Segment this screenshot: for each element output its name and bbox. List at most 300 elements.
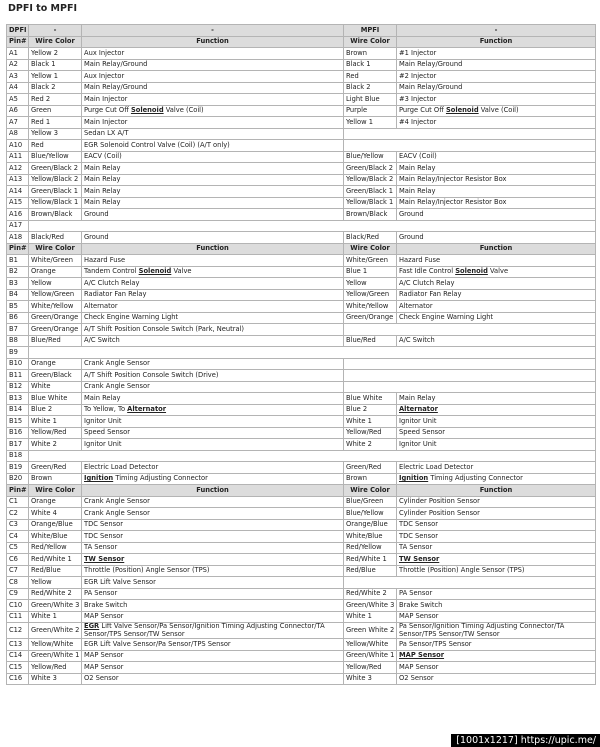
dpfi-wire-color: White/Green — [29, 255, 82, 267]
pin-row — [7, 600, 596, 612]
pin-number: B12 — [7, 381, 29, 393]
empty-cell — [29, 450, 596, 462]
pin-number: A13 — [7, 174, 29, 186]
pin-row — [7, 220, 596, 232]
mpfi-function: Cylinder Position Sensor — [397, 496, 596, 508]
dpfi-function-header: Function — [82, 485, 344, 497]
pin-row — [7, 427, 596, 439]
dpfi-function-header: Function — [82, 243, 344, 255]
pin-row — [7, 462, 596, 474]
mpfi-function: Main Relay — [397, 163, 596, 175]
mpfi-wire-color: Blue 1 — [344, 266, 397, 278]
mpfi-wire-color: Yellow/White — [344, 639, 397, 651]
pin-number: B9 — [7, 347, 29, 359]
mpfi-wire-color: Red/White 1 — [344, 554, 397, 566]
pin-row — [7, 71, 596, 83]
mpfi-wire-color: Brown/Black — [344, 209, 397, 221]
pin-row — [7, 554, 596, 566]
pin-number: B4 — [7, 289, 29, 301]
dpfi-wire-color: White 1 — [29, 611, 82, 623]
pin-row — [7, 358, 596, 370]
pin-row — [7, 508, 596, 520]
dpfi-function: EGR Lift Valve Sensor — [82, 577, 344, 589]
mpfi-wire-color: Red/Blue — [344, 565, 397, 577]
mpfi-wire-color: Brown — [344, 48, 397, 60]
dpfi-wire-color: Red 1 — [29, 117, 82, 129]
pin-number: C2 — [7, 508, 29, 520]
pin-number: A8 — [7, 128, 29, 140]
mpfi-function-header: Function — [397, 243, 596, 255]
mpfi-function: TA Sensor — [397, 542, 596, 554]
mpfi-wire-color: Black/Red — [344, 232, 397, 244]
dpfi-function — [82, 105, 344, 117]
mpfi-wire-color: Brown — [344, 473, 397, 485]
pin-header: Pin# — [7, 36, 29, 48]
mpfi-wire-color: White 1 — [344, 611, 397, 623]
mpfi-wire-color: Blue/Red — [344, 335, 397, 347]
mpfi-function: Radiator Fan Relay — [397, 289, 596, 301]
dpfi-wire-color-header: Wire Color — [29, 485, 82, 497]
dpfi-function: TA Sensor — [82, 542, 344, 554]
mpfi-wire-color: Yellow 1 — [344, 117, 397, 129]
mpfi-empty-cell — [344, 324, 596, 336]
mpfi-function: #4 Injector — [397, 117, 596, 129]
pin-number: B18 — [7, 450, 29, 462]
pin-row — [7, 496, 596, 508]
pin-number: A10 — [7, 140, 29, 152]
header-dash-1: - — [29, 25, 82, 37]
pin-row — [7, 209, 596, 221]
dpfi-wire-color: Green/White 1 — [29, 650, 82, 662]
dpfi-wire-color: Yellow — [29, 278, 82, 290]
pin-row — [7, 94, 596, 106]
dpfi-wire-color: Orange/Blue — [29, 519, 82, 531]
pin-row — [7, 404, 596, 416]
pin-row — [7, 662, 596, 674]
dpfi-function — [82, 554, 344, 566]
mpfi-wire-color: White/Yellow — [344, 301, 397, 313]
mpfi-wire-color: White 1 — [344, 416, 397, 428]
image-host-footer: [1001x1217] https://upic.me/ — [451, 734, 600, 747]
pin-number: B6 — [7, 312, 29, 324]
mpfi-function: Ground — [397, 209, 596, 221]
pin-number: C11 — [7, 611, 29, 623]
dpfi-function: Electric Load Detector — [82, 462, 344, 474]
pin-row — [7, 197, 596, 209]
pin-number: C1 — [7, 496, 29, 508]
function-text: Purge Cut Off — [84, 106, 131, 114]
mpfi-wire-color: Light Blue — [344, 94, 397, 106]
emphasized-term: EGR — [84, 622, 100, 630]
dpfi-function: Ground — [82, 209, 344, 221]
pin-number: A5 — [7, 94, 29, 106]
dpfi-function: Hazard Fuse — [82, 255, 344, 267]
column-header-row — [7, 36, 596, 48]
dpfi-function: Main Relay — [82, 174, 344, 186]
mpfi-wire-color: Green/White 3 — [344, 600, 397, 612]
dpfi-wire-color: Green/Orange — [29, 312, 82, 324]
mpfi-function: MAP Sensor — [397, 662, 596, 674]
emphasized-term: Solenoid — [138, 267, 172, 275]
pin-row — [7, 639, 596, 651]
mpfi-function: A/C Switch — [397, 335, 596, 347]
dpfi-function — [82, 473, 344, 485]
pinout-table-container — [6, 24, 595, 685]
mpfi-wire-color: Orange/Blue — [344, 519, 397, 531]
mpfi-function: Pa Sensor/Ignition Timing Adjusting Connector/TA Sensor/TPS Sensor/TW Sensor — [397, 623, 596, 639]
pin-number: A14 — [7, 186, 29, 198]
mpfi-function: #1 Injector — [397, 48, 596, 60]
pin-row — [7, 370, 596, 382]
mpfi-wire-color: Yellow/Red — [344, 427, 397, 439]
pin-number: A11 — [7, 151, 29, 163]
function-text: Timing Adjusting Connector — [428, 474, 523, 482]
pin-number: C13 — [7, 639, 29, 651]
mpfi-wire-color-header: Wire Color — [344, 243, 397, 255]
pin-row — [7, 312, 596, 324]
mpfi-wire-color: Yellow/Green — [344, 289, 397, 301]
mpfi-function: Cylinder Position Sensor — [397, 508, 596, 520]
dpfi-wire-color: Yellow/White — [29, 639, 82, 651]
dpfi-wire-color: Blue/Yellow — [29, 151, 82, 163]
column-header-row — [7, 243, 596, 255]
dpfi-function: Aux Injector — [82, 48, 344, 60]
dpfi-wire-color: White 2 — [29, 439, 82, 451]
dpfi-function: Main Injector — [82, 117, 344, 129]
pin-number: C14 — [7, 650, 29, 662]
function-text: Purge Cut Off — [399, 106, 446, 114]
dpfi-function: Crank Angle Sensor — [82, 358, 344, 370]
mpfi-function — [397, 105, 596, 117]
dpfi-wire-color: Yellow/Black 1 — [29, 197, 82, 209]
pin-row — [7, 48, 596, 60]
mpfi-function: Throttle (Position) Angle Sensor (TPS) — [397, 565, 596, 577]
mpfi-function: Check Engine Warning Light — [397, 312, 596, 324]
mpfi-function: A/C Clutch Relay — [397, 278, 596, 290]
mpfi-wire-color-header: Wire Color — [344, 485, 397, 497]
function-text: Timing Adjusting Connector — [113, 474, 208, 482]
mpfi-function: Brake Switch — [397, 600, 596, 612]
emphasized-term: Ignition — [399, 474, 429, 482]
mpfi-empty-cell — [344, 381, 596, 393]
pin-row — [7, 266, 596, 278]
dpfi-wire-color: Blue White — [29, 393, 82, 405]
pin-row — [7, 335, 596, 347]
mpfi-function: Ignitor Unit — [397, 439, 596, 451]
dpfi-function: Crank Angle Sensor — [82, 381, 344, 393]
header-dash-2: - — [82, 25, 344, 37]
pin-number: A15 — [7, 197, 29, 209]
mpfi-function — [397, 404, 596, 416]
function-text: Valve (Coil) — [163, 106, 204, 114]
dpfi-function: Main Injector — [82, 94, 344, 106]
mpfi-wire-color: Red/Yellow — [344, 542, 397, 554]
dpfi-wire-color: Red/White 2 — [29, 588, 82, 600]
dpfi-function — [82, 623, 344, 639]
dpfi-function: Main Relay — [82, 163, 344, 175]
dpfi-wire-color: Brown — [29, 473, 82, 485]
dpfi-function: TDC Sensor — [82, 531, 344, 543]
pin-row — [7, 59, 596, 71]
mpfi-wire-color: Blue/Green — [344, 496, 397, 508]
pin-number: A6 — [7, 105, 29, 117]
function-text: Fast Idle Control — [399, 267, 456, 275]
pinout-table — [6, 24, 596, 685]
pin-number: B14 — [7, 404, 29, 416]
column-header-row — [7, 485, 596, 497]
header-mpfi: MPFI — [344, 25, 397, 37]
dpfi-function: MAP Sensor — [82, 662, 344, 674]
dpfi-wire-color: White/Blue — [29, 531, 82, 543]
pin-row — [7, 565, 596, 577]
dpfi-wire-color: Yellow/Black 2 — [29, 174, 82, 186]
mpfi-function: #3 Injector — [397, 94, 596, 106]
dpfi-function: Brake Switch — [82, 600, 344, 612]
dpfi-wire-color: White 1 — [29, 416, 82, 428]
mpfi-function-header: Function — [397, 36, 596, 48]
dpfi-wire-color: Green/Black 2 — [29, 163, 82, 175]
pin-row — [7, 381, 596, 393]
mpfi-wire-color: Yellow/Red — [344, 662, 397, 674]
dpfi-wire-color: Black 2 — [29, 82, 82, 94]
mpfi-function: TDC Sensor — [397, 519, 596, 531]
function-text: Valve — [171, 267, 192, 275]
dpfi-wire-color: Green/Black — [29, 370, 82, 382]
mpfi-wire-color: Green/Red — [344, 462, 397, 474]
dpfi-wire-color: Blue 2 — [29, 404, 82, 416]
mpfi-function: Main Relay — [397, 393, 596, 405]
pin-row — [7, 174, 596, 186]
pin-number: C7 — [7, 565, 29, 577]
dpfi-function: Main Relay — [82, 186, 344, 198]
mpfi-wire-color: White 3 — [344, 673, 397, 685]
dpfi-wire-color: White — [29, 381, 82, 393]
mpfi-function: Main Relay/Injector Resistor Box — [397, 197, 596, 209]
pin-row — [7, 611, 596, 623]
mpfi-function: Alternator — [397, 301, 596, 313]
pinout-table-body — [7, 25, 596, 685]
pin-header: Pin# — [7, 485, 29, 497]
mpfi-wire-color: Green/White 1 — [344, 650, 397, 662]
dpfi-wire-color: Green/White 2 — [29, 623, 82, 639]
pin-number: C4 — [7, 531, 29, 543]
mpfi-function: TDC Sensor — [397, 531, 596, 543]
emphasized-term: MAP Sensor — [399, 651, 445, 659]
pin-row — [7, 289, 596, 301]
dpfi-wire-color: Blue/Red — [29, 335, 82, 347]
pin-number: B5 — [7, 301, 29, 313]
mpfi-empty-cell — [344, 358, 596, 370]
function-text: Lift Valve Sensor/Pa Sensor/Ignition Timing Adjusting Connector/TA Sensor/TPS Sensor/TW Sensor — [84, 622, 325, 638]
pin-number: B15 — [7, 416, 29, 428]
pin-row — [7, 623, 596, 639]
pin-row — [7, 82, 596, 94]
emphasized-term: Alternator — [127, 405, 167, 413]
dpfi-wire-color: Red/Yellow — [29, 542, 82, 554]
pin-row — [7, 531, 596, 543]
pin-number: B17 — [7, 439, 29, 451]
mpfi-wire-color: Red — [344, 71, 397, 83]
mpfi-function — [397, 266, 596, 278]
dpfi-function: TDC Sensor — [82, 519, 344, 531]
mpfi-function: Ignitor Unit — [397, 416, 596, 428]
pin-number: B7 — [7, 324, 29, 336]
pin-number: A2 — [7, 59, 29, 71]
pin-number: C12 — [7, 623, 29, 639]
function-text: Valve — [487, 267, 509, 275]
dpfi-wire-color: Red/White 1 — [29, 554, 82, 566]
mpfi-wire-color: Green/Orange — [344, 312, 397, 324]
pin-row — [7, 577, 596, 589]
dpfi-wire-color: Red/Blue — [29, 565, 82, 577]
pin-row — [7, 542, 596, 554]
pin-row — [7, 673, 596, 685]
pin-number: C8 — [7, 577, 29, 589]
pin-number: A4 — [7, 82, 29, 94]
pin-number: A1 — [7, 48, 29, 60]
emphasized-term: Alternator — [399, 405, 438, 413]
pin-number: B1 — [7, 255, 29, 267]
mpfi-function: #2 Injector — [397, 71, 596, 83]
mpfi-wire-color: Yellow/Black 2 — [344, 174, 397, 186]
dpfi-function: Sedan LX A/T — [82, 128, 344, 140]
dpfi-wire-color: Yellow/Green — [29, 289, 82, 301]
dpfi-wire-color: Yellow 2 — [29, 48, 82, 60]
table-top-header-row — [7, 25, 596, 37]
dpfi-function-header: Function — [82, 36, 344, 48]
pin-row — [7, 232, 596, 244]
dpfi-wire-color: Yellow — [29, 577, 82, 589]
pin-row — [7, 105, 596, 117]
pin-row — [7, 163, 596, 175]
pin-row — [7, 117, 596, 129]
dpfi-function: MAP Sensor — [82, 650, 344, 662]
dpfi-function: Aux Injector — [82, 71, 344, 83]
pin-number: B16 — [7, 427, 29, 439]
dpfi-function: Alternator — [82, 301, 344, 313]
pin-number: A18 — [7, 232, 29, 244]
pin-row — [7, 588, 596, 600]
dpfi-wire-color: Green/Orange — [29, 324, 82, 336]
dpfi-function: O2 Sensor — [82, 673, 344, 685]
pin-row — [7, 650, 596, 662]
pin-row — [7, 151, 596, 163]
page-title: DPFI to MPFI — [8, 3, 77, 14]
dpfi-wire-color: Green/Red — [29, 462, 82, 474]
header-dpfi: DPFI — [7, 25, 29, 37]
mpfi-empty-cell — [344, 140, 596, 152]
mpfi-wire-color: Black 1 — [344, 59, 397, 71]
pin-number: B11 — [7, 370, 29, 382]
pin-number: C3 — [7, 519, 29, 531]
dpfi-function — [82, 266, 344, 278]
dpfi-function: Main Relay — [82, 197, 344, 209]
dpfi-function: Ground — [82, 232, 344, 244]
pin-number: B20 — [7, 473, 29, 485]
pin-number: B2 — [7, 266, 29, 278]
mpfi-empty-cell — [344, 577, 596, 589]
mpfi-function — [397, 554, 596, 566]
emphasized-term: Ignition — [84, 474, 114, 482]
pin-row — [7, 473, 596, 485]
dpfi-function — [82, 404, 344, 416]
emphasized-term: Solenoid — [455, 267, 488, 275]
dpfi-wire-color: Red 2 — [29, 94, 82, 106]
dpfi-wire-color: Yellow/Red — [29, 662, 82, 674]
pin-row — [7, 140, 596, 152]
dpfi-wire-color: Brown/Black — [29, 209, 82, 221]
mpfi-wire-color: White/Blue — [344, 531, 397, 543]
dpfi-function: A/C Switch — [82, 335, 344, 347]
mpfi-wire-color: White/Green — [344, 255, 397, 267]
pin-number: A12 — [7, 163, 29, 175]
pin-row — [7, 255, 596, 267]
mpfi-wire-color: Red/White 2 — [344, 588, 397, 600]
mpfi-wire-color: Purple — [344, 105, 397, 117]
dpfi-function: EACV (Coil) — [82, 151, 344, 163]
dpfi-wire-color: White/Yellow — [29, 301, 82, 313]
mpfi-function: O2 Sensor — [397, 673, 596, 685]
mpfi-function: Ground — [397, 232, 596, 244]
dpfi-function: Main Relay/Ground — [82, 59, 344, 71]
mpfi-function: Electric Load Detector — [397, 462, 596, 474]
dpfi-wire-color: Orange — [29, 266, 82, 278]
emphasized-term: Solenoid — [130, 106, 164, 114]
mpfi-wire-color-header: Wire Color — [344, 36, 397, 48]
dpfi-function: Main Relay/Ground — [82, 82, 344, 94]
empty-cell — [29, 347, 596, 359]
pin-number: A16 — [7, 209, 29, 221]
dpfi-function: PA Sensor — [82, 588, 344, 600]
mpfi-wire-color: Yellow — [344, 278, 397, 290]
mpfi-function — [397, 473, 596, 485]
mpfi-function: PA Sensor — [397, 588, 596, 600]
empty-cell — [29, 220, 596, 232]
mpfi-function: Main Relay/Injector Resistor Box — [397, 174, 596, 186]
pin-number: B10 — [7, 358, 29, 370]
pin-number: B8 — [7, 335, 29, 347]
pin-row — [7, 186, 596, 198]
mpfi-wire-color: Blue/Yellow — [344, 508, 397, 520]
emphasized-term: TW Sensor — [84, 554, 125, 563]
pin-row — [7, 439, 596, 451]
pin-number: C5 — [7, 542, 29, 554]
pin-number: C9 — [7, 588, 29, 600]
dpfi-function: Ignitor Unit — [82, 439, 344, 451]
dpfi-wire-color: Black 1 — [29, 59, 82, 71]
mpfi-wire-color: Green/Black 1 — [344, 186, 397, 198]
emphasized-term: TW Sensor — [399, 554, 440, 563]
dpfi-function: Crank Angle Sensor — [82, 508, 344, 520]
dpfi-function: Main Relay — [82, 393, 344, 405]
dpfi-wire-color-header: Wire Color — [29, 243, 82, 255]
mpfi-wire-color: Blue 2 — [344, 404, 397, 416]
pin-number: A17 — [7, 220, 29, 232]
pin-row — [7, 416, 596, 428]
mpfi-empty-cell — [344, 370, 596, 382]
mpfi-wire-color: Yellow/Black 1 — [344, 197, 397, 209]
pin-row — [7, 324, 596, 336]
pin-number: C6 — [7, 554, 29, 566]
dpfi-wire-color-header: Wire Color — [29, 36, 82, 48]
pin-number: B13 — [7, 393, 29, 405]
mpfi-wire-color: Green White 2 — [344, 623, 397, 639]
dpfi-function: Crank Angle Sensor — [82, 496, 344, 508]
dpfi-wire-color: Green/White 3 — [29, 600, 82, 612]
dpfi-wire-color: Orange — [29, 358, 82, 370]
function-text: To Yellow, To — [84, 405, 128, 413]
pin-number: A3 — [7, 71, 29, 83]
